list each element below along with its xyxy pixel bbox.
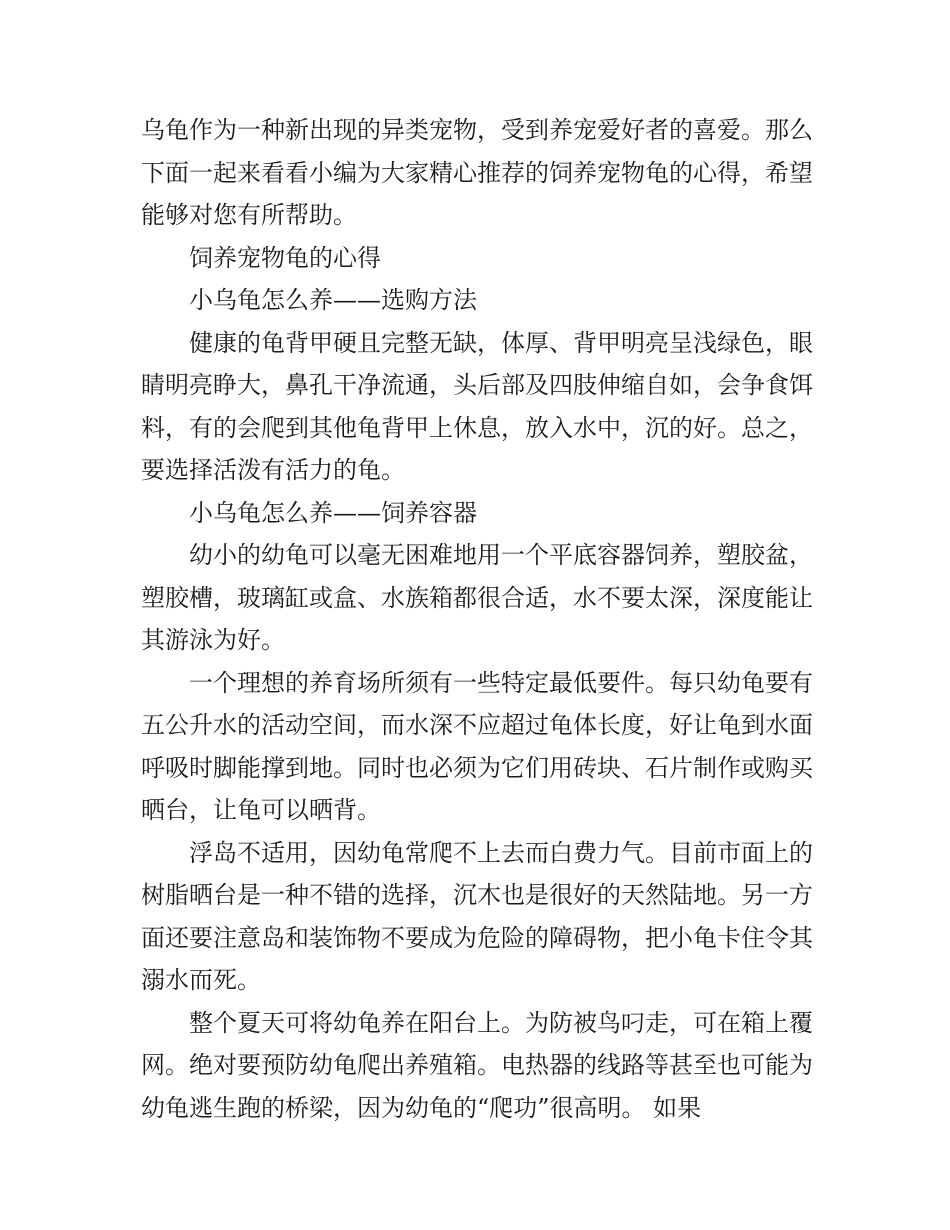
paragraph-floating-island: 浮岛不适用，因幼龟常爬不上去而白费力气。目前市面上的树脂晒台是一种不错的选择，沉木也是很好的天然陆地。另一方面还要注意岛和装饰物不要成为危险的障碍物，把小龟卡住令其溺水而死。 bbox=[141, 838, 813, 994]
section-title: 饲养宠物龟的心得 bbox=[189, 243, 381, 272]
paragraph-requirements: 一个理想的养育场所须有一些特定最低要件。每只幼龟要有五公升水的活动空间，而水深不应超过龟体长度，好让龟到水面呼吸时脚能撑到地。同时也必须为它们用砖块、石片制作或购买晒台，让龟可以晒背。 bbox=[141, 668, 813, 824]
paragraph-container: 幼小的幼龟可以毫无困难地用一个平底容器饲养，塑胶盆，塑胶槽，玻璃缸或盒、水族箱都很合适，水不要太深，深度能让其游泳为好。 bbox=[141, 541, 813, 654]
intro-paragraph: 乌龟作为一种新出现的异类宠物，受到养宠爱好者的喜爱。那么下面一起来看看小编为大家精心推荐的饲养宠物龟的心得，希望能够对您有所帮助。 bbox=[141, 116, 813, 229]
paragraph-selection: 健康的龟背甲硬且完整无缺，体厚、背甲明亮呈浅绿色，眼睛明亮睁大，鼻孔干净流通，头后部及四肢伸缩自如，会争食饵料，有的会爬到其他龟背甲上休息，放入水中，沉的好。总之，要选择活泼有活力的龟。 bbox=[141, 328, 813, 484]
paragraph-summer: 整个夏天可将幼龟养在阳台上。为防被鸟叼走，可在箱上覆网。绝对要预防幼龟爬出养殖箱。电热器的线路等甚至也可能为幼龟逃生跑的桥梁，因为幼龟的“爬功”很高明。 如果 bbox=[141, 1008, 813, 1122]
article-body bbox=[141, 109, 813, 1129]
subheading-container: 小乌龟怎么养——饲养容器 bbox=[189, 498, 477, 527]
subheading-selection: 小乌龟怎么养——选购方法 bbox=[189, 286, 477, 314]
